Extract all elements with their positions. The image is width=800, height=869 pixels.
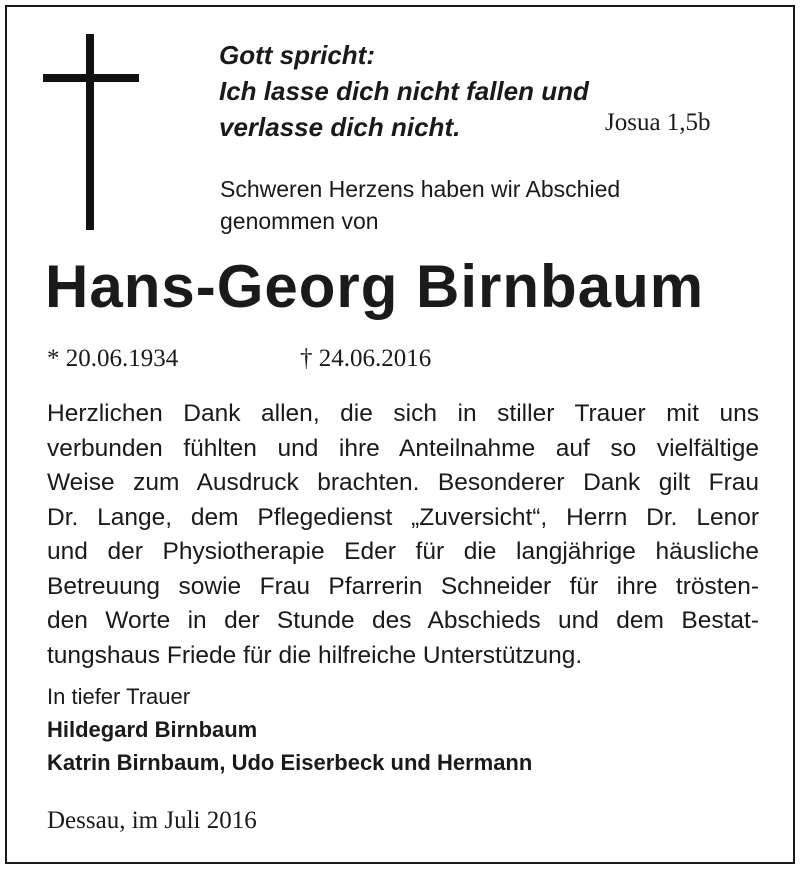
thanks-text xyxy=(47,397,759,673)
place-and-date: Dessau, im Juli 2016 xyxy=(47,807,257,834)
mourner-name: Katrin Birnbaum, Udo Eiserbeck und Hermann xyxy=(47,750,533,775)
thanks-line: tungshaus Friede für die hilfreiche Unterstützung. xyxy=(47,641,583,669)
verse-line: Gott spricht: xyxy=(219,40,375,70)
mourners-block xyxy=(47,680,532,779)
thanks-line: Dr. Lange, dem Pflegedienst „Zuversicht“, Herrn Dr. Lenor xyxy=(47,503,759,531)
thanks-line: Weise zum Ausdruck brachten. Besonderer Dank gilt Frau xyxy=(47,469,759,496)
mourners-intro: In tiefer Trauer xyxy=(47,684,191,709)
mourner-name: Hildegard Birnbaum xyxy=(47,717,258,742)
thanks-line: Herzlichen Dank allen, die sich in stiller Trauer mit uns xyxy=(47,400,759,427)
bible-verse xyxy=(219,37,589,145)
verse-reference: Josua 1,5b xyxy=(605,109,711,136)
verse-line: verlasse dich nicht. xyxy=(219,112,461,142)
thanks-line: den Worte in der Stunde des Abschieds und dem Bestat- xyxy=(47,607,759,634)
verse-line: Ich lasse dich nicht fallen und xyxy=(219,76,589,106)
intro-text xyxy=(220,173,620,237)
thanks-line: Betreuung sowie Frau Pfarrerin Schneider für ihre trösten- xyxy=(47,572,759,600)
deceased-name: Hans-Georg Birnbaum xyxy=(45,253,705,320)
death-date: † 24.06.2016 xyxy=(300,345,432,372)
thanks-line: und der Physiotherapie Eder für die langjährige häusliche xyxy=(47,538,759,565)
intro-line: Schweren Herzens haben wir Abschied xyxy=(220,176,621,202)
thanks-line: verbunden fühlten und ihre Anteilnahme auf so vielfältige xyxy=(47,434,759,462)
cross-icon xyxy=(43,34,139,230)
intro-line: genommen von xyxy=(220,208,379,234)
birth-date: * 20.06.1934 xyxy=(47,345,179,372)
obituary-notice xyxy=(5,5,795,864)
